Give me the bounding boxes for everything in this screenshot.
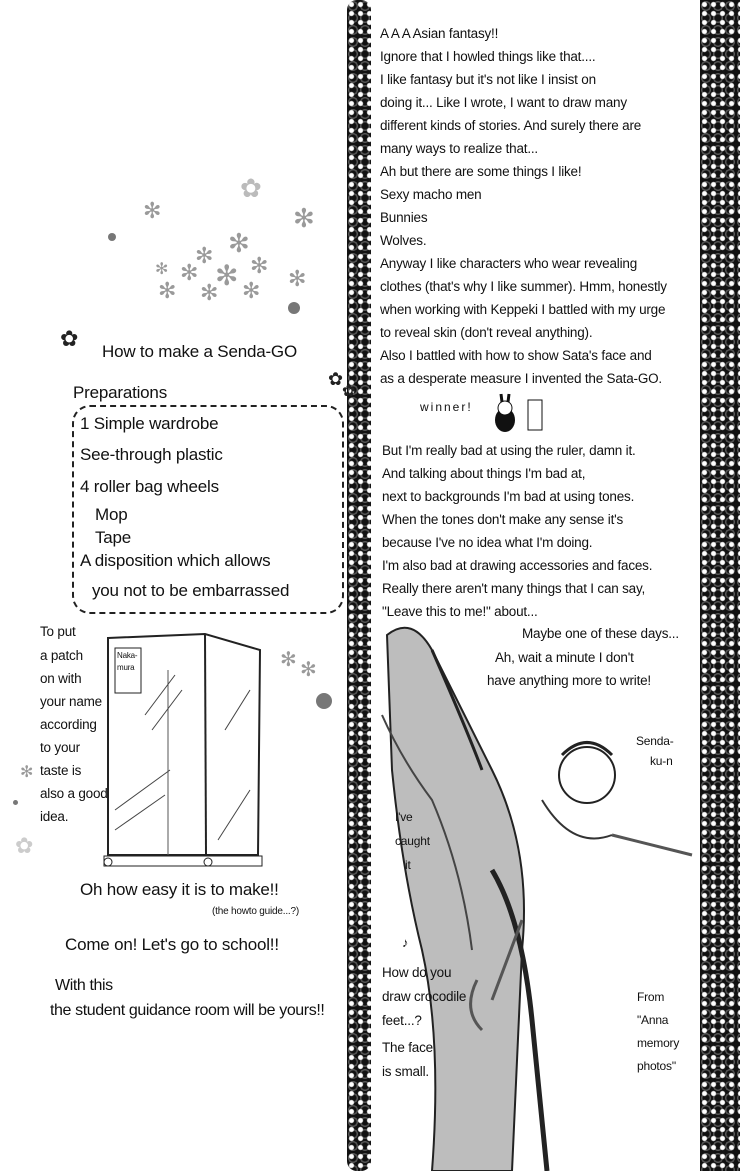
text-line: Ignore that I howled things like that.... xyxy=(380,49,596,64)
flower-icon: ✻ xyxy=(143,198,162,223)
flower-icon: ✻ xyxy=(155,261,169,278)
aside-nothing-more: Ah, wait a minute I don't xyxy=(495,650,634,665)
recipe-title: How to make a Senda-GO xyxy=(102,342,297,361)
name-tag: mura xyxy=(117,663,135,672)
patch-note-line: idea. xyxy=(40,809,69,824)
flower-icon: ✻ xyxy=(200,280,219,305)
prep-item: Mop xyxy=(95,505,128,524)
flower-icon: ✿ xyxy=(60,326,79,351)
dot-decoration xyxy=(108,233,116,241)
patch-note-line: a patch xyxy=(40,648,83,663)
text-line: But I'm really bad at using the ruler, damn it. xyxy=(382,443,636,458)
text-line: Also I battled with how to show Sata's face and xyxy=(380,348,652,363)
text-line: I'm also bad at drawing accessories and faces. xyxy=(382,558,653,573)
text-line: Sexy macho men xyxy=(380,187,482,202)
aside-nothing-more: have anything more to write! xyxy=(487,673,651,688)
dot-decoration xyxy=(316,693,332,709)
text-line: Wolves. xyxy=(380,233,427,248)
text-line: Really there aren't many things that I can say, xyxy=(382,581,646,596)
text-line: next to backgrounds I'm bad at using tones. xyxy=(382,489,635,504)
text-line: And talking about things I'm bad at, xyxy=(382,466,586,481)
from-note: photos" xyxy=(637,1059,676,1073)
caught-it-label: it xyxy=(405,858,411,872)
guide-caption: (the howto guide...?) xyxy=(212,906,299,917)
prep-item: 4 roller bag wheels xyxy=(80,477,219,496)
flower-icon: ✻ xyxy=(215,260,239,291)
patch-note-line: also a good xyxy=(40,786,108,801)
flower-icon: ✻ xyxy=(250,253,269,278)
croc-note: draw crocodile xyxy=(382,989,467,1004)
patch-note-line: taste is xyxy=(40,763,82,778)
text-line: "Leave this to me!" about... xyxy=(382,604,538,619)
text-line: because I've no idea what I'm doing. xyxy=(382,535,593,550)
text-line: Anyway I like characters who wear revealing xyxy=(380,256,638,271)
text-line: many ways to realize that... xyxy=(380,141,538,156)
text-line: Ah but there are some things I like! xyxy=(380,164,582,179)
patch-note-line: your name xyxy=(40,694,102,709)
flower-icon: ✻ xyxy=(228,228,250,258)
name-tag: Naka- xyxy=(117,651,138,660)
flower-icon: ✻ xyxy=(293,203,315,233)
aside-one-day: Maybe one of these days... xyxy=(522,626,679,641)
flower-icon: ✿ xyxy=(342,383,356,400)
text-line: when working with Keppeki I battled with my urge xyxy=(380,302,666,317)
dot-decoration xyxy=(288,302,300,314)
flower-icon: ✻ xyxy=(280,649,297,671)
lace-border-divider xyxy=(347,0,371,1171)
text-line: I like fantasy but it's not like I insist on xyxy=(380,72,596,87)
with-this-line: the student guidance room will be yours!! xyxy=(50,1002,325,1019)
crocodile-illustration xyxy=(372,620,700,1171)
flower-icon: ✿ xyxy=(328,369,344,389)
from-note: memory xyxy=(637,1036,680,1050)
flower-icon: ✿ xyxy=(15,833,34,858)
flower-icon: ✿ xyxy=(240,173,262,203)
dot-decoration xyxy=(13,800,18,805)
croc-note: How do you xyxy=(382,965,452,980)
patch-note-line: to your xyxy=(40,740,80,755)
text-line: doing it... Like I wrote, I want to draw many xyxy=(380,95,627,110)
patch-note-line: according xyxy=(40,717,97,732)
text-line: A A A Asian fantasy!! xyxy=(380,26,499,41)
prep-item: Tape xyxy=(95,528,132,547)
text-line: to reveal skin (don't reveal anything). xyxy=(380,325,593,340)
flower-icon: ✻ xyxy=(195,243,214,268)
croc-note: is small. xyxy=(382,1064,429,1079)
caught-it-label: caught xyxy=(395,834,430,848)
flower-icon: ✻ xyxy=(288,266,307,291)
flower-icon: ✻ xyxy=(242,278,261,303)
preparations-heading: Preparations xyxy=(73,383,167,402)
senda-label: ku-n xyxy=(650,754,673,768)
lace-border-right xyxy=(700,0,740,1171)
music-note-icon: ♪ xyxy=(402,935,409,950)
text-line: different kinds of stories. And surely there are xyxy=(380,118,642,133)
croc-note: feet...? xyxy=(382,1013,422,1028)
text-line: as a desperate measure I invented the Sata-GO. xyxy=(380,371,662,386)
senda-label: Senda- xyxy=(636,734,674,748)
with-this-line: With this xyxy=(55,977,113,994)
easy-caption: Oh how easy it is to make!! xyxy=(80,880,279,899)
from-note: "Anna xyxy=(637,1013,669,1027)
patch-note-line: To put xyxy=(40,624,76,639)
caught-it-label: I've xyxy=(395,810,413,824)
flower-icon: ✻ xyxy=(180,260,199,285)
flower-icon: ✻ xyxy=(158,278,177,303)
croc-note: The face xyxy=(382,1040,433,1055)
text-line: Bunnies xyxy=(380,210,428,225)
come-on-caption: Come on! Let's go to school!! xyxy=(65,935,279,954)
prep-item: 1 Simple wardrobe xyxy=(80,414,219,433)
text-line: When the tones don't make any sense it's xyxy=(382,512,624,527)
sata-go-sketch xyxy=(490,392,550,440)
winner-sketch-caption: winner! xyxy=(420,400,473,414)
flower-icon: ✻ xyxy=(300,659,317,681)
from-note: From xyxy=(637,990,665,1004)
prep-item: See-through plastic xyxy=(80,445,223,464)
prep-item: you not to be embarrassed xyxy=(92,581,290,600)
text-line: clothes (that's why I like summer). Hmm, honestly xyxy=(380,279,667,294)
prep-item: A disposition which allows xyxy=(80,551,271,570)
flower-icon: ✻ xyxy=(20,764,34,781)
patch-note-line: on with xyxy=(40,671,82,686)
